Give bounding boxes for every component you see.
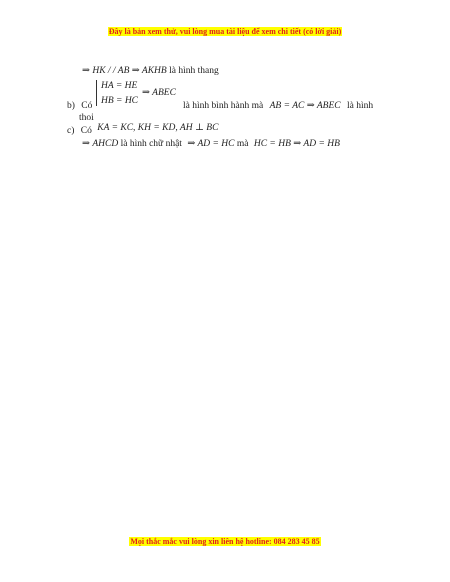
part-c-text2: mà <box>236 139 249 149</box>
part-b-label-line <box>67 101 92 112</box>
system-brace <box>96 80 100 106</box>
system-implies: ⇒ ABEC <box>142 88 176 98</box>
line-1 <box>82 66 219 77</box>
system-eq-2: HB = HC <box>101 96 139 106</box>
part-c-line-2 <box>82 139 340 150</box>
line1-text: là hình thang <box>169 66 219 76</box>
part-b-text1: là hình bình hành mà <box>183 101 264 111</box>
part-b-label: b) <box>67 101 75 111</box>
top-banner <box>0 27 450 36</box>
part-c-line-1 <box>67 123 219 137</box>
part-c-co: Có <box>80 126 92 136</box>
line1-arrow: ⇒ <box>82 66 90 76</box>
part-b-co: Có <box>81 101 93 111</box>
top-banner-text: Đây là bản xem thử, vui lòng mua tài liệu để xem chi tiết (có lời giải) <box>108 27 342 36</box>
part-c-text1: là hình chữ nhật <box>120 139 182 149</box>
part-c-expr1: KA = KC, KH = KD, AH ⊥ BC <box>97 123 219 133</box>
part-b-text2: là hình <box>347 101 374 111</box>
part-b-text3: thoi <box>79 113 94 123</box>
part-c-expr2: AHCD <box>92 139 119 149</box>
part-c-expr3: ⇒ AD = HC <box>187 139 235 149</box>
system-eq-1: HA = HE <box>101 81 138 91</box>
part-b-line <box>183 101 373 112</box>
bottom-banner-text: Mọi thắc mắc vui lòng xin liên hệ hotline: 084 283 45 85 <box>130 537 320 546</box>
bottom-banner <box>0 537 450 546</box>
part-c-arrow: ⇒ <box>82 139 90 149</box>
part-c-expr4: HC = HB ⇒ AD = HB <box>253 139 340 149</box>
line1-expr: HK / / AB ⇒ AKHB <box>92 66 167 76</box>
part-b-expr2: AB = AC ⇒ ABEC <box>269 101 341 111</box>
part-c-label: c) <box>67 126 75 136</box>
